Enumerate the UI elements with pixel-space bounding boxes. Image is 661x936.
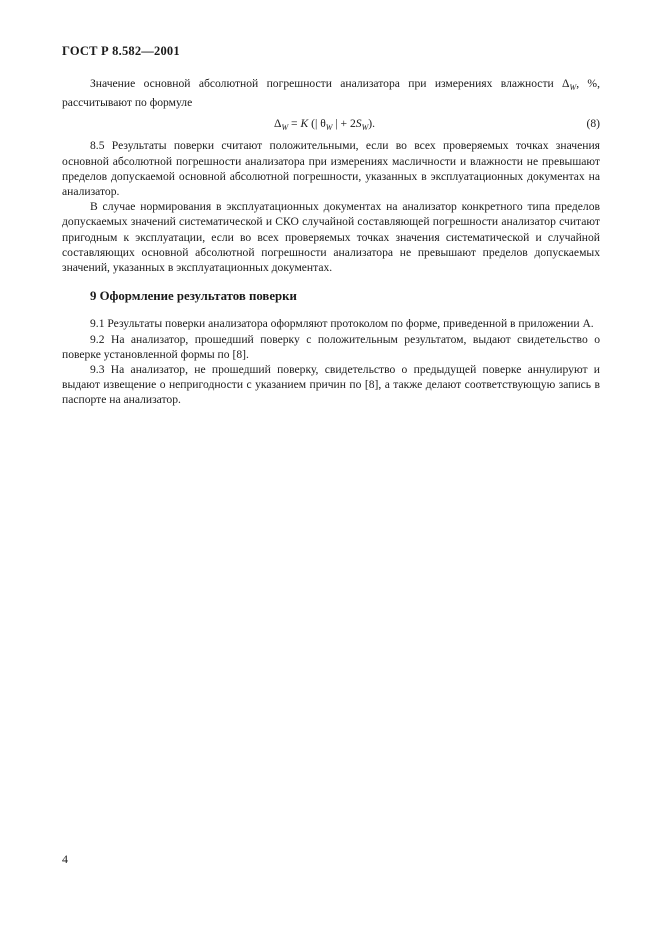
intro-tail: , %, рассчитывают по формуле: [62, 77, 600, 110]
paragraph-8-5: 8.5 Результаты поверки считают положительными, если во всех проверяемых точках значения основной абсолютной погрешности анализатора при измерениях масличности и влажности не превышают пределов допускаемой основной абсолютной погрешности, указанных в эксплуатационных документах на анализатор.: [62, 139, 600, 199]
paragraph-case: В случае нормирования в эксплуатационных документах на анализатор конкретного типа пределов допускаемых значений систематической и СКО случайной составляющей погрешности анализатор считают пригодным к эксплуатации, если во всех проверяемых точках значения систематической и случайной составляющих основной абсолютной погрешности анализатора не превышают пределов допускаемых значений, указанных в эксплуатационных документах.: [62, 200, 600, 275]
formula-close: ).: [368, 117, 376, 131]
formula-k: K: [300, 117, 309, 131]
formula-delta-sub: W: [281, 123, 289, 133]
standard-header: ГОСТ Р 8.582—2001: [62, 44, 180, 58]
intro-subscript: W: [569, 83, 577, 92]
formula-number: (8): [586, 117, 600, 131]
paragraph-error-formula-intro: [62, 76, 600, 110]
formula-s: S: [355, 117, 362, 131]
formula-expression: [274, 116, 375, 135]
formula-mid: | + 2: [332, 117, 356, 131]
paragraph-9-3: 9.3 На анализатор, не прошедший поверку, свидетельство о предыдущей поверке аннулируют и выдают извещение о непригодности с указанием причин по [8], а также делают соответствующую запись в паспорте на анализатор.: [62, 363, 600, 407]
formula-delta: Δ: [274, 117, 282, 131]
formula-open: (| θ: [308, 117, 326, 131]
paragraph-9-1: 9.1 Результаты поверки анализатора оформляют протоколом по форме, приведенной в приложении А.: [90, 317, 594, 331]
formula-8: [62, 110, 600, 138]
formula-equals: =: [288, 117, 301, 131]
formula-s-sub: W: [361, 123, 369, 133]
document-body: [62, 76, 600, 408]
page-number: 4: [62, 852, 68, 866]
formula-theta-sub: W: [325, 123, 333, 133]
intro-text: Значение основной абсолютной погрешности анализатора при измерениях влажности Δ: [90, 77, 570, 90]
paragraph-9-2: 9.2 На анализатор, прошедший поверку с положительным результатом, выдают свидетельство о поверке установленной формы по [8].: [62, 332, 600, 361]
section-9-title: 9 Оформление результатов поверки: [90, 289, 297, 304]
